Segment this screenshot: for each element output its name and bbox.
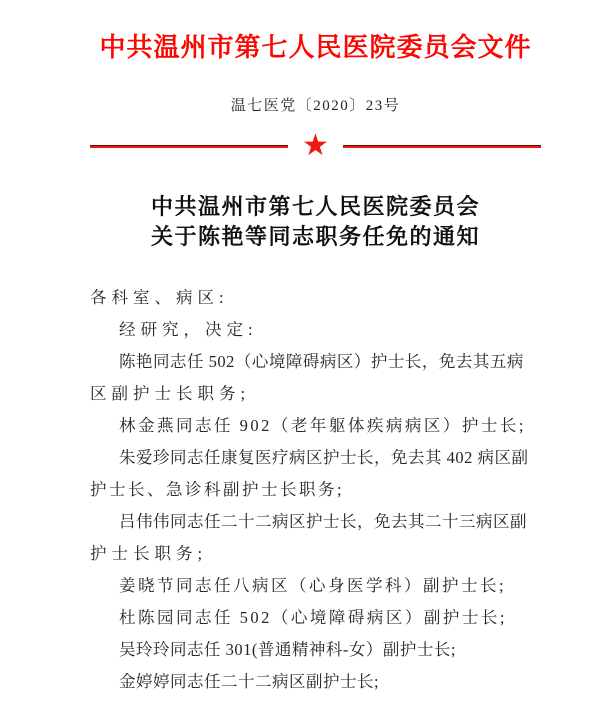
- divider-line-right: [343, 145, 541, 148]
- body-line: 护士长、急诊科副护士长职务;: [90, 480, 345, 499]
- document-title: [90, 192, 541, 252]
- body-line: 护士长职务;: [90, 544, 208, 563]
- body-line: 各科室、病区:: [90, 288, 229, 307]
- document-body: [90, 282, 541, 698]
- star-icon: ★: [302, 129, 329, 162]
- header-divider: [90, 129, 541, 163]
- body-line: 经研究，决定:: [119, 320, 258, 339]
- document-title-line1: 中共温州市第七人民医院委员会: [150, 194, 480, 219]
- document-title-line2: 关于陈艳等同志职务任免的通知: [150, 224, 480, 249]
- body-line: 朱爱珍同志任康复医疗病区护士长，免去其 402 病区副: [119, 448, 529, 467]
- body-line: 姜晓节同志任八病区（心身医学科）副护士长;: [119, 576, 507, 595]
- body-line: 杜陈园同志任 502（心境障碍病区）副护士长;: [119, 608, 507, 627]
- body-line: 吴玲玲同志任 301(普通精神科-女）副护士长;: [119, 640, 456, 659]
- divider-line-left: [90, 145, 288, 148]
- doc-number: 温七医党〔2020〕23号: [230, 98, 401, 114]
- body-line: 林金燕同志任 902（老年躯体疾病病区）护士长;: [119, 416, 526, 435]
- body-line: 区副护士长职务;: [90, 384, 251, 403]
- red-header-title: 中共温州市第七人民医院委员会文件: [99, 33, 532, 62]
- body-line: 吕伟伟同志任二十二病区护士长，免去其二十三病区副: [119, 512, 527, 531]
- body-line: 陈艳同志任 502（心境障碍病区）护士长，免去其五病: [119, 352, 524, 371]
- body-line: 金婷婷同志任二十二病区副护士长;: [119, 672, 380, 691]
